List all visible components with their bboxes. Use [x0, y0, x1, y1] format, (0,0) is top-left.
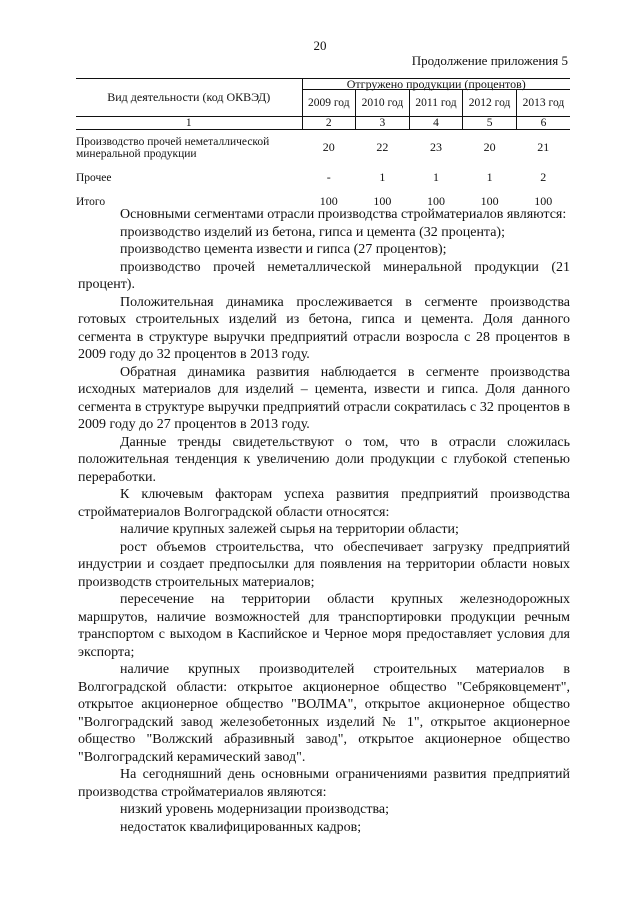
column-index: 3	[356, 117, 410, 130]
paragraph: Основными сегментами отрасли производства стройматериалов являются:	[120, 207, 567, 222]
year-header: 2013 год	[516, 90, 570, 117]
paragraph: рост объемов строительства, что обеспечивает загрузку предприятий индустрии и создает предпосылки для появления на территории области новых производств строительных материалов;	[78, 539, 570, 590]
table-cell: 100	[373, 194, 392, 208]
column-index-row	[76, 117, 570, 130]
year-header: 2009 год	[302, 90, 356, 117]
shipment-table	[76, 78, 570, 214]
paragraph: наличие крупных производителей строительных материалов в Волгоградской области: открытое акционерное общество "Себряковцемент", открытое акционерное общество "ВОЛМА", открытое акционерное общество "Волгоградский завод железобетонных изделий № 1", открытое акционерное общество "Волжский абразивный завод", открытое акционерное общество "Волгоградский керамический завод".	[78, 662, 570, 765]
paragraph: низкий уровень модернизации производства;	[120, 802, 390, 817]
year-header: 2011 год	[409, 90, 463, 117]
table-cell: 23	[429, 140, 442, 155]
column-index: 2	[302, 117, 356, 130]
table-cell: 20	[483, 140, 496, 155]
paragraph: Положительная динамика прослеживается в сегменте производства готовых строительных изделий из бетона, гипса и цемента. Доля данного сегмента в структуре выручки предприятий отрасли возросла с 28 процентов в 2009 году до 32 процентов в 2013 году.	[78, 294, 570, 362]
paragraph: производство цемента извести и гипса (27 процентов);	[120, 242, 447, 257]
body-text	[78, 206, 570, 836]
paragraph: пересечение на территории области крупных железнодорожных маршрутов, наличие возможностей для транспортировки продукции речным транспортом с выходом в Каспийское и Черное моря предоставляет условия для экспорта;	[78, 592, 570, 660]
table-cell: 2	[540, 170, 547, 184]
column-index: 1	[76, 117, 302, 130]
page-number: 20	[313, 38, 327, 53]
row-label: Прочее	[76, 171, 112, 184]
table-cell: 21	[537, 140, 550, 155]
paragraph: Обратная динамика развития наблюдается в сегменте производства исходных материалов для изделий – цемента, извести и гипса. Доля данного сегмента в структуре выручки предприятий отрасли сократилась с 32 процентов в 2009 году до 27 процентов в 2013 году.	[78, 364, 570, 432]
paragraph: производство изделий из бетона, гипса и цемента (32 процента);	[120, 224, 505, 240]
paragraph: недостаток квалифицированных кадров;	[120, 819, 362, 835]
column-index: 5	[463, 117, 517, 130]
table-cell: 20	[322, 140, 335, 155]
appendix-continuation: Продолжение приложения 5	[411, 53, 568, 68]
table-cell: 100	[534, 194, 553, 208]
paragraph: Данные тренды свидетельствуют о том, что в отрасли сложилась положительная тенденция к увеличению доли продукции с глубокой степенью переработки.	[78, 434, 570, 485]
table-row	[76, 130, 570, 166]
table-cell: 100	[480, 194, 499, 208]
shipped-header: Отгружено продукции (процентов)	[302, 79, 570, 90]
table-cell: 1	[486, 170, 493, 184]
table-cell: -	[326, 170, 331, 184]
table-cell: 22	[376, 140, 389, 155]
table-row	[76, 166, 570, 190]
table-cell: 100	[319, 194, 338, 208]
row-label: Итого	[76, 195, 106, 208]
table-cell: 1	[379, 170, 386, 184]
paragraph: К ключевым факторам успеха развития предприятий производства стройматериалов Волгоградской области относятся:	[78, 487, 570, 520]
year-header: 2012 год	[463, 90, 517, 117]
paragraph: На сегодняшний день основными ограничениями развития предприятий производства стройматериалов являются:	[78, 767, 570, 800]
table-cell: 100	[426, 194, 445, 208]
paragraph: наличие крупных залежей сырья на территории области;	[120, 522, 459, 537]
column-index: 6	[516, 117, 570, 130]
column-index: 4	[409, 117, 463, 130]
year-header: 2010 год	[356, 90, 410, 117]
paragraph: производство прочей неметаллической минеральной продукции (21 процент).	[78, 259, 570, 292]
table-cell: 1	[432, 170, 439, 184]
activity-header: Вид деятельности (код ОКВЭД)	[76, 79, 302, 117]
row-label: Производство прочей неметаллической минеральной продукции	[76, 135, 270, 160]
